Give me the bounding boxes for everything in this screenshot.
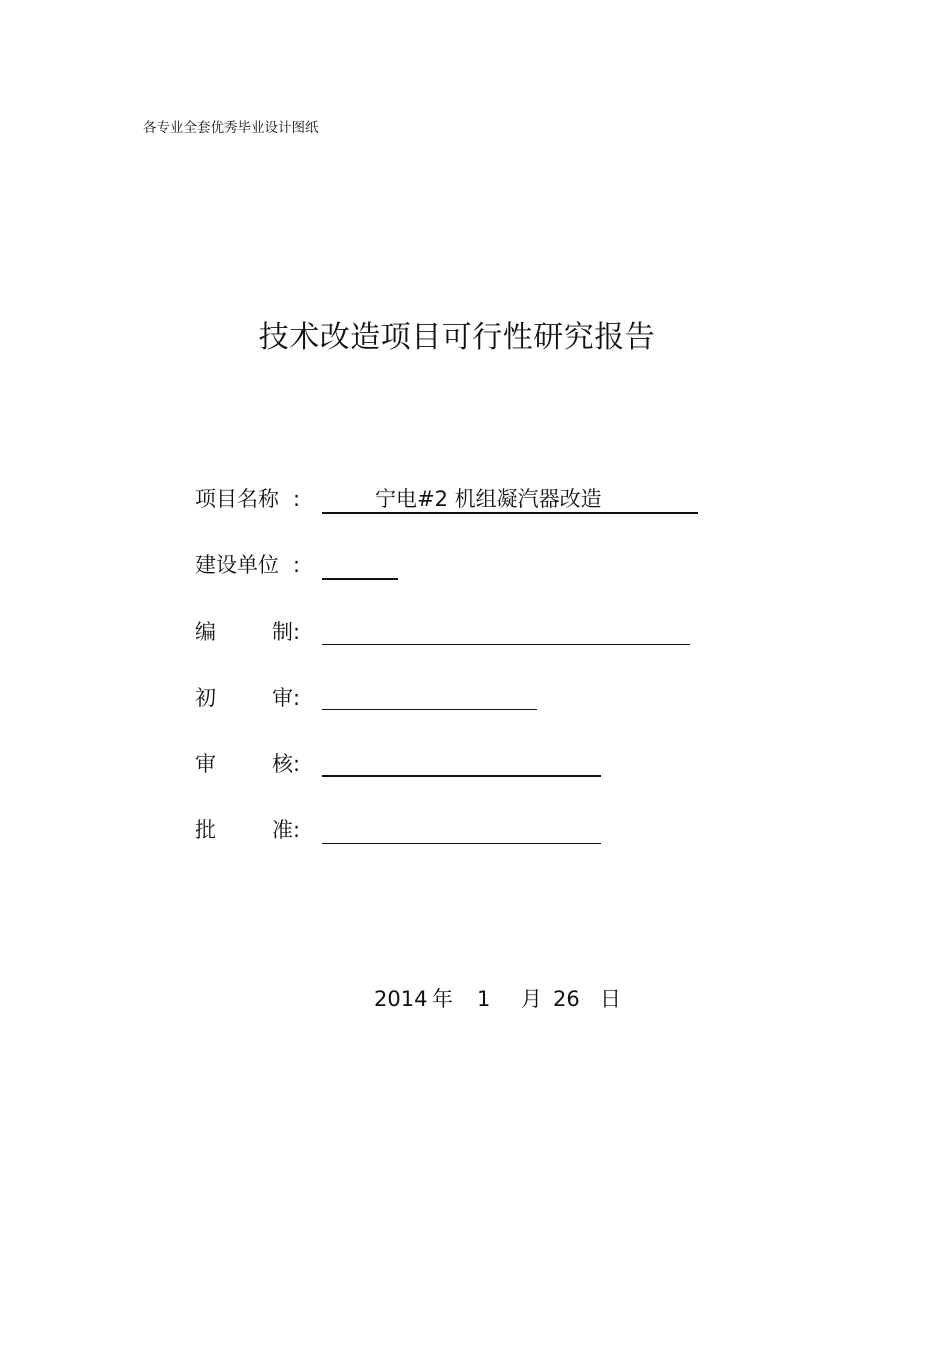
- field-colon: :: [293, 818, 301, 842]
- date-month: 1: [477, 987, 491, 1011]
- underline-preliminary-review: [322, 709, 537, 710]
- date-month-unit: 月: [521, 987, 542, 1011]
- field-project-name: [195, 483, 715, 519]
- field-label-preliminary-review-a: 初: [195, 686, 216, 710]
- document-title: 技术改造项目可行性研究报告: [258, 320, 656, 355]
- field-compiler: [195, 616, 715, 652]
- underline-project-name: [322, 512, 698, 514]
- underline-approval: [322, 843, 601, 844]
- field-audit: [195, 748, 715, 784]
- field-label-compiler-a: 编: [195, 620, 216, 644]
- date-day-unit: 日: [600, 987, 621, 1011]
- field-colon: :: [293, 686, 301, 710]
- field-colon: :: [293, 553, 301, 577]
- field-approval: [195, 814, 715, 850]
- field-label-approval-a: 批: [195, 818, 216, 842]
- field-value-project-name: 宁电#2 机组凝汽器改造: [375, 487, 602, 511]
- field-label-audit-b: 核: [272, 752, 293, 776]
- field-colon: :: [293, 487, 301, 511]
- field-label-compiler-b: 制: [272, 620, 293, 644]
- field-builder: [195, 549, 715, 585]
- underline-audit: [322, 775, 601, 777]
- date-year-unit: 年: [432, 987, 453, 1011]
- field-colon: :: [293, 752, 301, 776]
- field-colon: :: [293, 620, 301, 644]
- field-label-approval-b: 准: [272, 818, 293, 842]
- date-year: 2014: [374, 987, 428, 1011]
- header-note: 各专业全套优秀毕业设计图纸: [143, 120, 319, 136]
- underline-compiler: [322, 644, 690, 645]
- field-label-audit-a: 审: [195, 752, 216, 776]
- date-day: 26: [553, 987, 580, 1011]
- underline-builder: [322, 578, 398, 580]
- field-preliminary-review: [195, 682, 715, 718]
- field-label-project-name: 项目名称: [195, 487, 279, 511]
- field-label-preliminary-review-b: 审: [272, 686, 293, 710]
- field-label-builder: 建设单位: [195, 553, 279, 577]
